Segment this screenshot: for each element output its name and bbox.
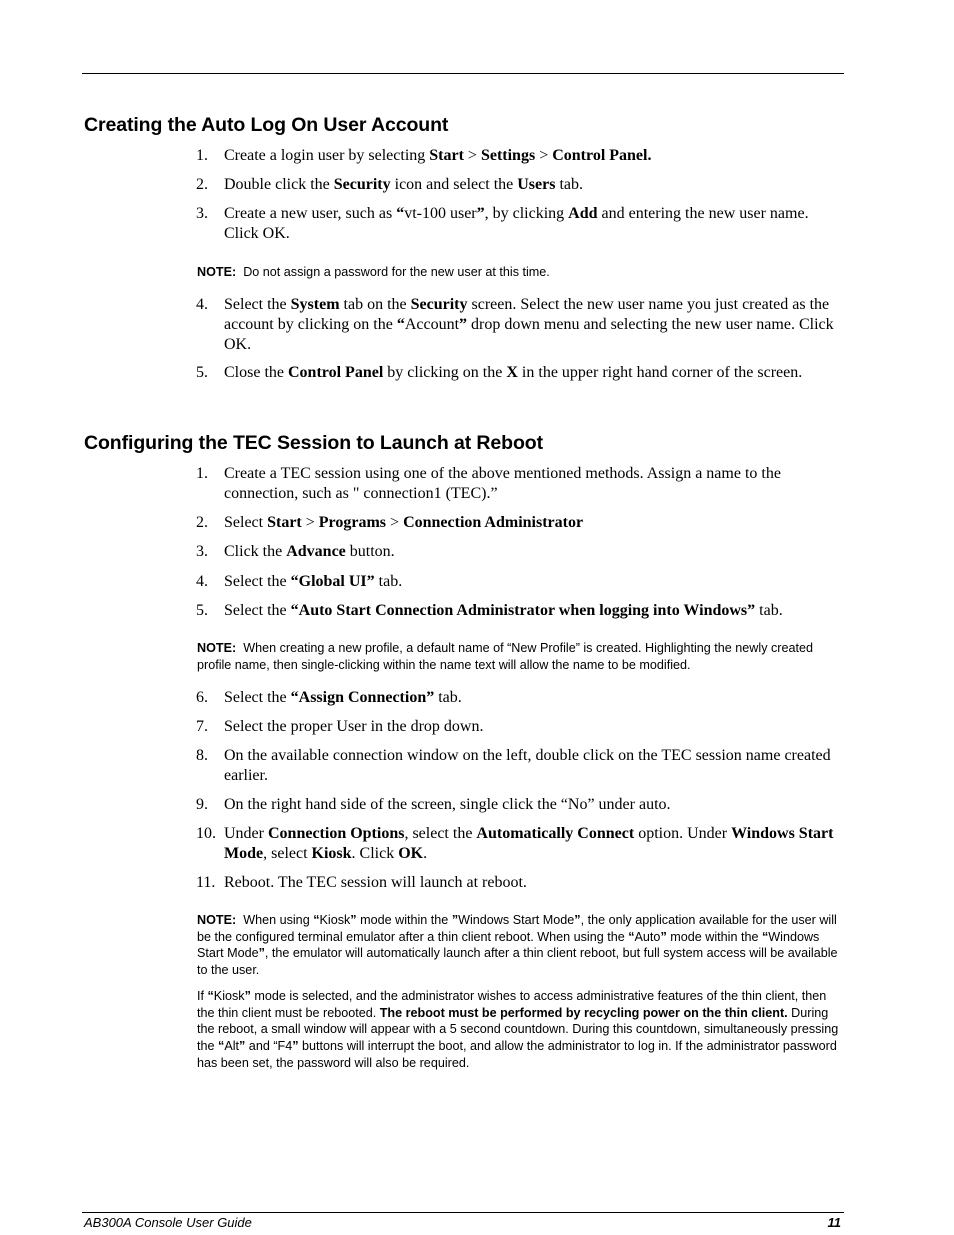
footer-title: AB300A Console User Guide xyxy=(84,1215,252,1230)
page-number: 11 xyxy=(827,1215,841,1230)
list-item: 11. Reboot. The TEC session will launch at reboot. xyxy=(196,874,527,891)
note: NOTE: When creating a new profile, a default name of “New Profile” is created. Highlighting the newly created profile name, then single-clicking within the name text will allow the name to be modified. xyxy=(197,641,813,672)
list-item: 9. On the right hand side of the screen, single click the “No” under auto. xyxy=(196,796,671,813)
note: NOTE: When using “Kiosk” mode within the ”Windows Start Mode”, the only application available for the user will be the configured terminal emulator after a thin client reboot. When using the “Auto” mode within the “Windows Start Mode”, the emulator will automatically launch after a thin client reboot, but full system access will be available to the user. xyxy=(197,913,838,978)
list-item: 3. Create a new user, such as “vt-100 user”, by clicking Add and entering the new user name. Click OK. xyxy=(196,205,809,242)
list-item: 10. Under Connection Options, select the Automatically Connect option. Under Windows Start Mode, select Kiosk. Click OK. xyxy=(196,825,834,862)
note-paragraph: If “Kiosk” mode is selected, and the administrator wishes to access administrative features of the thin client, then the thin client must be rebooted. The reboot must be performed by recycling power on the thin client. During the reboot, a small window will appear with a 5 second countdown. During this countdown, simultaneously pressing the “Alt” and “F4” buttons will interrupt the boot, and allow the administrator to log in. If the administrator password has been set, the password will also be required. xyxy=(197,989,839,1070)
list-item: 3. Click the Advance button. xyxy=(196,543,395,560)
list-item: 7. Select the proper User in the drop down. xyxy=(196,718,484,735)
list-item: 8. On the available connection window on the left, double click on the TEC session name created earlier. xyxy=(196,747,831,784)
list-item: 2. Double click the Security icon and select the Users tab. xyxy=(196,176,584,193)
section-heading-auto-logon: Creating the Auto Log On User Account xyxy=(84,114,449,136)
list-item: 4. Select the System tab on the Security screen. Select the new user name you just created as the account by clicking on the “Account” drop down menu and selecting the new user name. Click OK. xyxy=(196,296,834,353)
note: NOTE: Do not assign a password for the new user at this time. xyxy=(197,265,550,279)
footer-rule xyxy=(82,1212,844,1213)
list-item: 1. Create a TEC session using one of the above mentioned methods. Assign a name to the connection, such as " connection1 (TEC).” xyxy=(196,465,781,502)
list-item: 5. Close the Control Panel by clicking on the X in the upper right hand corner of the screen. xyxy=(196,364,803,381)
list-item: 1. Create a login user by selecting Start > Settings > Control Panel. xyxy=(196,147,652,164)
list-item: 6. Select the “Assign Connection” tab. xyxy=(196,689,462,706)
list-item: 5. Select the “Auto Start Connection Administrator when logging into Windows” tab. xyxy=(196,602,783,619)
list-item: 2. Select Start > Programs > Connection Administrator xyxy=(196,514,584,531)
list-item: 4. Select the “Global UI” tab. xyxy=(196,573,403,590)
section-heading-tec-session: Configuring the TEC Session to Launch at Reboot xyxy=(84,432,543,454)
header-rule xyxy=(82,73,844,74)
